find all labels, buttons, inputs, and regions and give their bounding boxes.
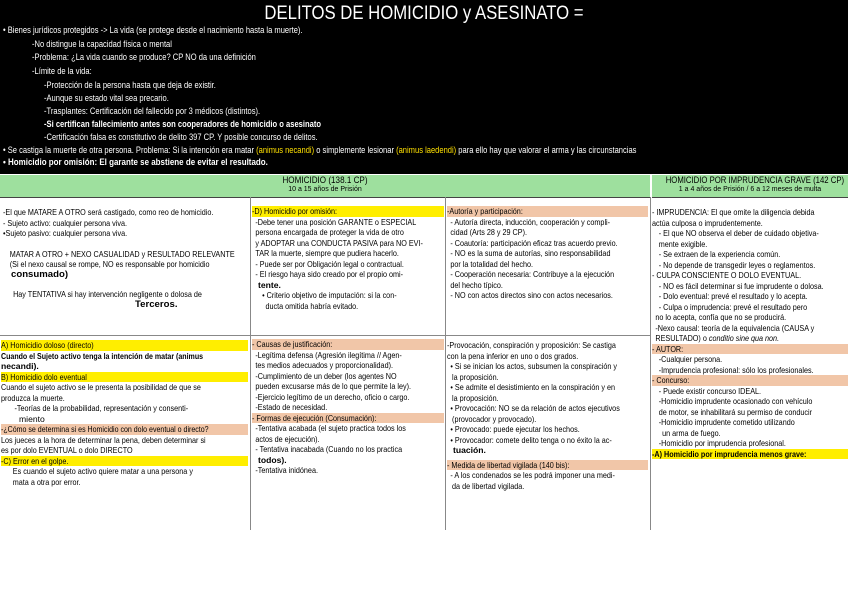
homicidio-col-2-lower (252, 339, 444, 476)
text-line: (provocador y provocado). (452, 413, 537, 424)
column-divider (250, 197, 251, 530)
text-line: -Tentativa inidónea. (255, 465, 318, 475)
animus-laedendi-term: (animus laedendi) (396, 145, 457, 155)
imprudencia-header-title: HOMICIDIO POR IMPRUDENCIA GRAVE (142 CP) (665, 175, 845, 185)
question-heading: -¿Cómo se determina si es Homicidio con dolo eventual o directo? (1, 424, 248, 435)
text-line: es por dolo EVENTUAL o dolo DIRECTO (1, 445, 133, 455)
text-line: -El que MATARE A OTRO será castigado, como reo de homicidio. (3, 207, 214, 217)
text-line: tes medios adecuados y proporcionalidad). (255, 360, 394, 370)
intro-text: • Se castiga la muerte de otra persona. Problema: Si la intención era matar (3, 145, 255, 155)
text-line: •Sujeto pasivo: cualquier persona viva. (3, 228, 128, 238)
text-line: Los jueces a la hora de determinar la pena, deben determinar si (1, 434, 206, 445)
text-line: la proposición. (452, 371, 499, 382)
text-line: Cuando el sujeto activo se le presenta la posibilidad de que se (1, 382, 201, 392)
text-line: -Cualquier persona. (658, 354, 723, 364)
text-line: • Provocación: NO se da relación de actos ejecutivos (450, 403, 620, 413)
text-line: • Provocador: comete delito tenga o no éxito la ac- (450, 434, 612, 445)
text-line: tuación. (453, 445, 486, 455)
text-line: -Tentativa acabada (el sujeto practica todos los (255, 423, 406, 433)
text-line: mente exigible. (658, 238, 708, 249)
animus-necandi-term: (animus necandi) (256, 145, 315, 155)
text-line: miento (19, 413, 45, 424)
text-line: - CULPA CONSCIENTE O DOLO EVENTUAL. (652, 270, 802, 280)
intro-line-omision: • Homicidio por omisión: El garante se abstiene de evitar el resultado. (3, 157, 268, 168)
text-line: -Provocación, conspiración y proposición: Se castiga (447, 340, 616, 350)
intro-line: -Trasplantes: Certificación del fallecido por 3 médicos (distintos). (44, 106, 261, 116)
text-line: (Si el nexo causal se rompe, NO es responsable por homicidio (9, 259, 210, 269)
homicidio-header-title: HOMICIDIO (138.1 CP) (282, 175, 368, 185)
text-line: • Se admite el desistimiento en la conspiración y en (450, 382, 615, 392)
text-line: Es cuando el sujeto activo quiere matar a una persona y (12, 466, 193, 476)
text-line: • Criterio objetivo de imputación: si la con- (262, 290, 397, 300)
text-line: - NO es la suma de autorías, sino responsabilidad (450, 248, 611, 258)
text-line: un arma de fuego. (662, 427, 721, 438)
homicidio-header (0, 175, 650, 198)
column-divider (445, 197, 446, 530)
text-line: del hecho típico. (450, 279, 503, 290)
text-line: - Puede existir concurso IDEAL. (658, 385, 762, 396)
imprudencia-header (652, 175, 848, 198)
text-line: tente. (258, 279, 281, 290)
intro-line-animus (3, 145, 636, 156)
text-line: -Estado de necesidad. (255, 402, 328, 412)
text-line: -Homicidio por imprudencia profesional. (658, 438, 786, 448)
text-line: -Teorías de la probabilidad, representación y consenti- (14, 403, 189, 413)
text-line: consumado) (11, 268, 69, 280)
section-heading-autor: - AUTOR: (652, 344, 848, 355)
text-line: pueden excusarse más de lo que permite la ley). (255, 381, 412, 391)
text-line: - IMPRUDENCIA: El que omite la diligencia debida (652, 207, 815, 217)
text-line: - Cooperación necesaria: Contribuye a la ejecución (450, 269, 615, 279)
homicidio-col-3-lower (447, 340, 648, 491)
text-line: Hay TENTATIVA si hay intervención negligente o dolosa de (13, 289, 202, 299)
homicidio-header-sub: 10 a 15 años de Prisión (288, 186, 362, 193)
text-line: - Puede ser por Obligación legal o contractual. (255, 258, 404, 269)
imprudencia-col (652, 207, 848, 459)
column-divider (650, 197, 651, 530)
section-heading-ejecucion: - Formas de ejecución (Consumación): (252, 413, 444, 424)
text-line: actúa culposa o imprudentemente. (652, 217, 763, 228)
text-line: Terceros. (135, 298, 178, 310)
text-line: -Debe tener una posición GARANTE o ESPECIAL (255, 216, 417, 227)
text-line: ducta omitida habría evitado. (265, 300, 359, 311)
homicidio-col-1 (3, 207, 248, 310)
text-line: - Culpa o imprudencia: prevé el resultado pero (658, 301, 808, 312)
imprudencia-header-sub: 1 a 4 años de Prisión / 6 a 12 meses de multa (678, 186, 822, 193)
text-line: - Dolo eventual: prevé el resultado y lo acepta. (658, 291, 808, 301)
text-line: no lo acepta, confía que no se producirá. (655, 312, 787, 322)
section-heading-d: -D) Homicidio por omisión: (252, 206, 444, 217)
text-line: TAR la muerte, siempre que pudiera hacerlo. (255, 248, 399, 258)
text-line: -Imprudencia profesional: sólo los profesionales. (658, 364, 814, 375)
page-title: DELITOS DE HOMICIDIO y ASESINATO = (264, 3, 584, 24)
text-line: -Cumplimiento de un deber (los agentes NO (255, 370, 397, 381)
intro-text: para ello hay que valorar el arma y las circunstancias (458, 145, 637, 155)
intro-line: -No distingue la capacidad física o mental (32, 39, 172, 49)
homicidio-col-3 (447, 206, 648, 301)
section-heading-libertad: - Medida de libertad vigilada (140 bis): (447, 460, 648, 471)
section-heading-concurso: - Concurso: (652, 375, 848, 386)
intro-line: -Certificación falsa es constitutivo de delito 397 CP. Y posible concurso de delitos. (44, 132, 318, 142)
intro-line: -Límite de la vida: (32, 66, 92, 76)
text-line: y ADOPTAR una CONDUCTA PASIVA para NO EVI- (255, 237, 423, 248)
text-line: MATAR A OTRO + NEXO CASUALIDAD y RESULTADO RELEVANTE (9, 248, 235, 259)
text-line: • Si se inician los actos, subsumen la conspiración y (450, 361, 617, 371)
text-line: con la pena inferior en uno o dos grados. (447, 350, 579, 361)
text-line: RESULTADO) o conditio sine qua non. (655, 333, 780, 343)
text-line: • Provocado: puede ejecutar los hechos. (450, 424, 580, 434)
text-line: -Nexo causal: teoría de la equivalencia (CAUSA y (655, 322, 815, 333)
intro-line: -Problema: ¿La vida cuando se produce? CP NO da una definición (32, 52, 256, 62)
intro-line: -Aunque su estado vital sea precario. (44, 93, 169, 103)
text-line: -Legítima defensa (Agresión ilegítima // Agen- (255, 349, 402, 360)
text-line: - Se extraen de la experiencia común. (658, 249, 781, 259)
text-line: -Homicidio imprudente ocasionado con vehículo (658, 396, 813, 406)
intro-text: o simplemente lesionar (316, 145, 394, 155)
text-line: - El riesgo haya sido creado por el propio omi- (255, 269, 404, 279)
text-line: - No depende de transgedir leyes o reglamentos. (658, 259, 816, 270)
text-line: Cuando el Sujeto activo tenga la intención de matar (animus (1, 350, 204, 361)
text-line: - Sujeto activo: cualquier persona viva. (3, 217, 127, 228)
text-line: produzca la muerte. (1, 392, 65, 403)
text-line: - NO es fácil determinar si fue imprudente o dolosa. (658, 280, 824, 291)
text-line: - NO con actos directos sino con actos necesarios. (450, 290, 613, 300)
intro-panel (0, 0, 848, 174)
row-divider (0, 335, 650, 336)
text-line: - El que NO observa el deber de cuidado objetiva- (658, 228, 819, 238)
text-line: todos). (258, 454, 287, 465)
text-line: -Ejercicio legítimo de un derecho, oficio o cargo. (255, 391, 410, 402)
text-line: - Coautoría: participación eficaz tras acuerdo previo. (450, 237, 618, 248)
intro-line: • Bienes jurídicos protegidos -> La vida (se protege desde el nacimiento hasta la muerte). (3, 25, 303, 35)
text-line: -Homicidio imprudente cometido utilizando (658, 417, 795, 427)
section-heading-autoria: -Autoría y participación: (447, 206, 648, 217)
section-heading-menos-grave: -A) Homicidio por imprudencia menos grave: (652, 449, 848, 460)
text-line: - Tentativa inacabada (Cuando no los practica (255, 444, 403, 454)
intro-line: -Si certifican fallecimiento antes son cooperadores de homicidio o asesinato (44, 119, 322, 130)
text-line: actos de ejecución). (255, 433, 320, 444)
section-heading-a: A) Homicidio doloso (directo) (1, 340, 248, 351)
section-heading-b: B) Homicidio dolo eventual (1, 372, 248, 383)
section-heading-justificacion: - Causas de justificación: (252, 339, 444, 350)
text-line: da de libertad vigilada. (452, 480, 525, 491)
homicidio-col-1-lower (1, 340, 248, 487)
homicidio-col-2 (252, 206, 444, 311)
text-line: la proposición. (452, 392, 499, 403)
text-line: persona encargada de proteger la vida de otro (255, 227, 404, 237)
text-line: por la totalidad del hecho. (450, 258, 534, 269)
section-heading-c: -C) Error en el golpe. (1, 456, 248, 467)
text-line: - Autoría directa, inducción, cooperación y compli- (450, 216, 611, 227)
text-line: cidad (Arts 28 y 29 CP). (450, 227, 527, 237)
intro-line: -Protección de la persona hasta que deja de existir. (44, 80, 216, 90)
text-line: necandi). (1, 361, 39, 371)
text-line: de motor, se inhabilitará su permiso de conducir (658, 406, 813, 417)
text-line: - A los condenados se les podrá imponer una medi- (450, 470, 615, 480)
text-line: mata a otra por error. (12, 476, 81, 487)
